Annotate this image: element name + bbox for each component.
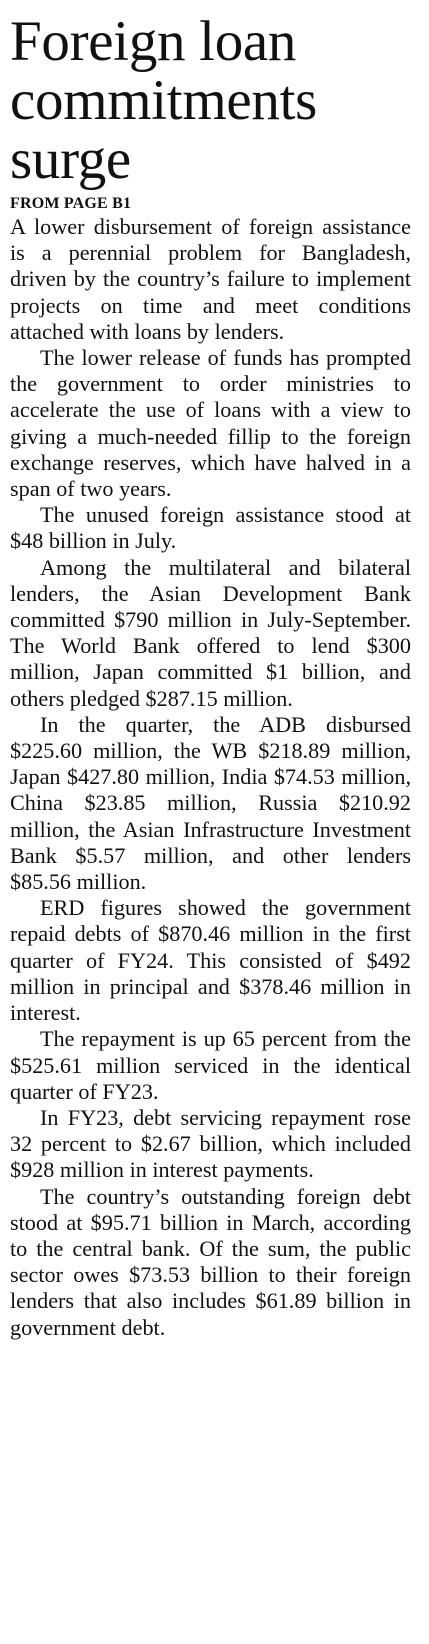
article-paragraph: The unused foreign assistance stood at $48 billion in July. bbox=[10, 502, 411, 554]
article-paragraph: In the quarter, the ADB disbursed $225.60 million, the WB $218.89 million, Japan $427.80 million, India $74.53 million, China $23.85 million, Russia $210.92 million, the Asian Infrastructure Investment Bank $5.57 million, and other lenders $85.56 million. bbox=[10, 711, 411, 895]
article-paragraph: The repayment is up 65 percent from the $525.61 million serviced in the identical quarter of FY23. bbox=[10, 1026, 411, 1104]
article-paragraph: The lower release of funds has prompted the government to order ministries to accelerate the use of loans with a view to giving a much-needed fillip to the foreign exchange reserves, which have halved in a span of two years. bbox=[10, 345, 411, 502]
article-body bbox=[10, 214, 411, 1341]
article-paragraph: Among the multilateral and bilateral lenders, the Asian Development Bank committed $790 million in July-September. The World Bank offered to lend $300 million, Japan committed $1 billion, and others pledged $287.15 million. bbox=[10, 554, 411, 711]
article-paragraph: A lower disbursement of foreign assistance is a perennial problem for Bangladesh, driven by the country’s failure to implement projects on time and meet conditions attached with loans by lenders. bbox=[10, 214, 411, 344]
article-paragraph: The country’s outstanding foreign debt stood at $95.71 billion in March, according to the central bank. Of the sum, the public sector owes $73.53 billion to their foreign lenders that also includes $61.89 billion in government debt. bbox=[10, 1183, 411, 1340]
continued-from-label: FROM PAGE B1 bbox=[10, 195, 132, 212]
article-headline: Foreign loan commitments surge bbox=[10, 10, 317, 191]
article-paragraph: ERD figures showed the government repaid debts of $870.46 million in the first quarter of FY24. This consisted of $492 million in principal and $378.46 million in interest. bbox=[10, 895, 411, 1026]
article-paragraph: In FY23, debt servicing repayment rose 32 percent to $2.67 billion, which included $928 million in interest payments. bbox=[10, 1104, 411, 1183]
